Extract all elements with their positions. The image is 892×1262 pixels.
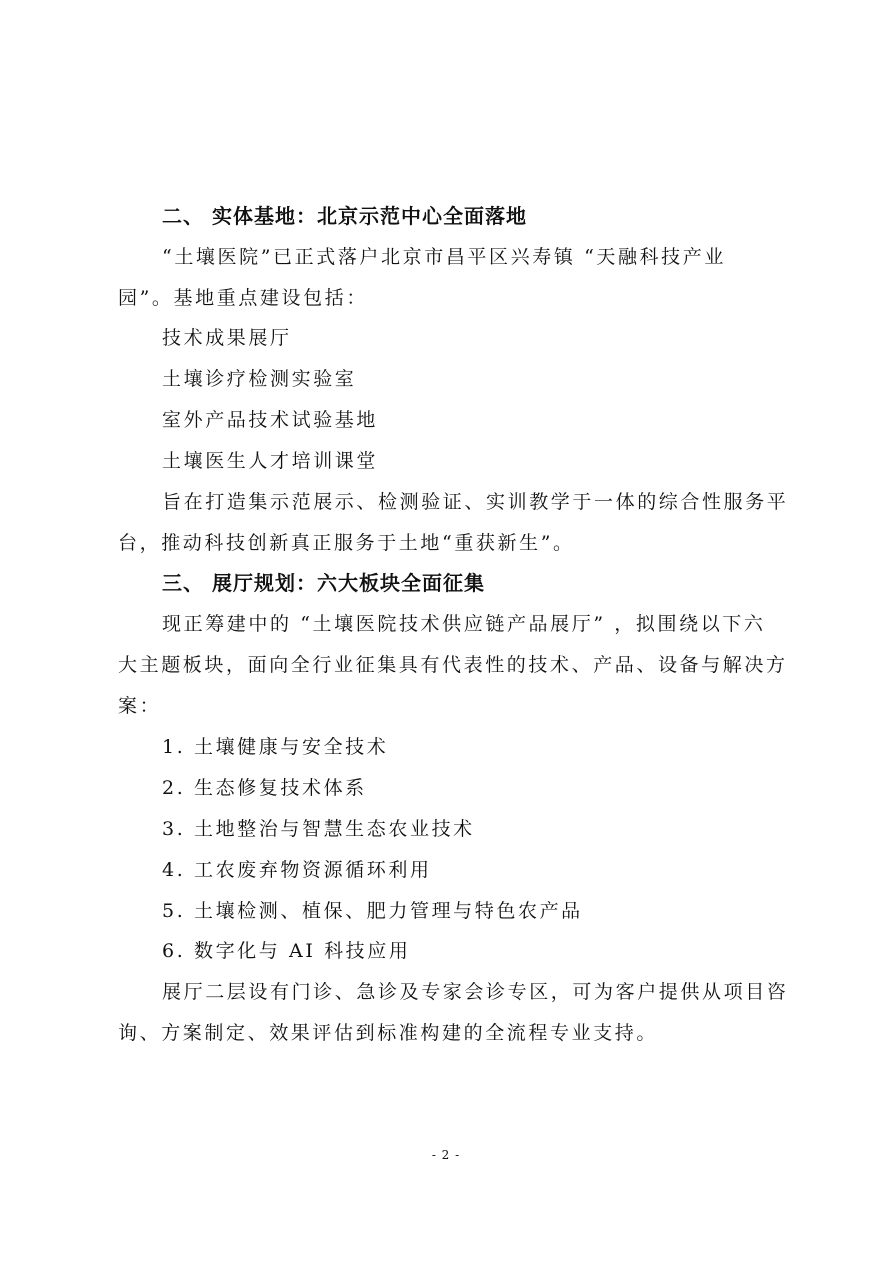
section-3-heading: 三、 展厅规划：六大板块全面征集 (162, 571, 485, 595)
section-3-list-item-5: 5. 土壤检测、植保、肥力管理与特色农产品 (162, 900, 583, 922)
section-3-paragraph-1-line-2: 大主题板块，面向全行业征集具有代表性的技术、产品、设备与解决方 (118, 654, 788, 676)
section-3-list-item-4: 4. 工农废弃物资源循环利用 (162, 859, 432, 881)
section-2-paragraph-1-line-2: 园”。基地重点建设包括： (118, 287, 368, 309)
section-3-list-item-6: 6. 数字化与 AI 科技应用 (162, 940, 411, 962)
section-2-paragraph-2-line-1: 旨在打造集示范展示、检测验证、实训教学于一体的综合性服务平 (162, 491, 789, 513)
section-3-paragraph-2-line-2: 询、方案制定、效果评估到标准构建的全流程专业支持。 (118, 1022, 659, 1044)
section-3-paragraph-1-line-1: 现正筹建中的 “土壤医院技术供应链产品展厅” ，拟围绕以下六 (162, 613, 766, 635)
section-3-paragraph-2-line-1: 展厅二层设有门诊、急诊及专家会诊专区，可为客户提供从项目咨 (162, 981, 789, 1003)
section-2-item-4: 土壤医生人才培训课堂 (162, 450, 379, 472)
page-number: - 2 - (431, 1148, 461, 1162)
section-2-paragraph-1-line-1: “土壤医院”已正式落户北京市昌平区兴寿镇 “天融科技产业 (162, 246, 726, 268)
section-2-paragraph-2-line-2: 台，推动科技创新真正服务于土地“重获新生”。 (118, 532, 575, 554)
section-2-item-2: 土壤诊疗检测实验室 (162, 368, 357, 390)
section-3-list-item-1: 1. 土壤健康与安全技术 (162, 736, 389, 758)
section-2-heading: 二、 实体基地：北京示范中心全面落地 (162, 204, 527, 228)
section-3-paragraph-1-line-3: 案： (118, 695, 162, 717)
section-3-list-item-2: 2. 生态修复技术体系 (162, 777, 367, 799)
section-2-item-1: 技术成果展厅 (162, 327, 292, 349)
section-3-list-item-3: 3. 土地整治与智慧生态农业技术 (162, 818, 475, 840)
section-2-item-3: 室外产品技术试验基地 (162, 409, 379, 431)
